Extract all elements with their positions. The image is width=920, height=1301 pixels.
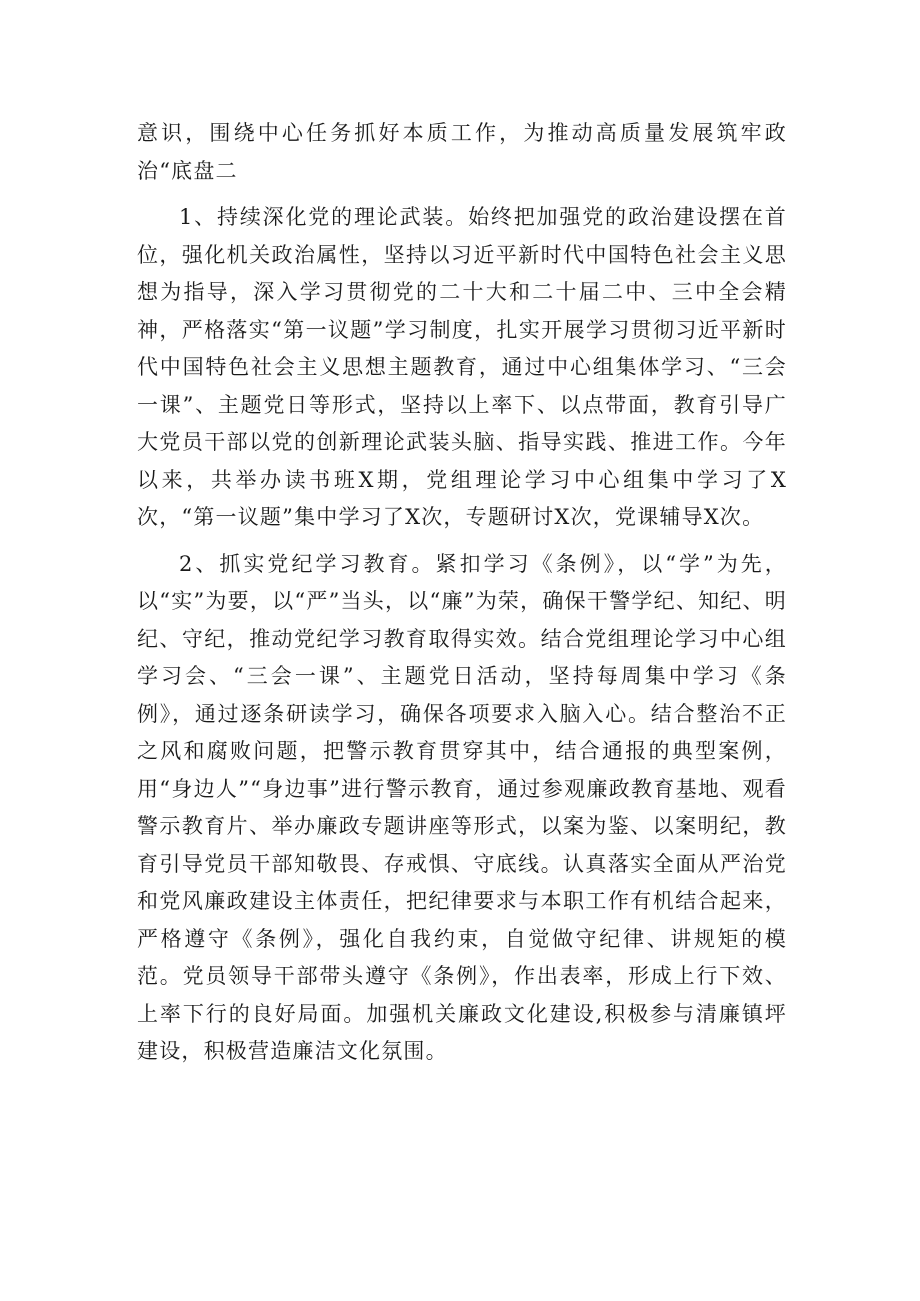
paragraph-theory-armament: 1、持续深化党的理论武装。始终把加强党的政治建设摆在首位，强化机关政治属性，坚持以习近平新时代中国特色社会主义思想为指导，深入学习贯彻党的二十大和二十届二中、三中全会精神，严格落实“第一议题”学习制度，扎实开展学习贯彻习近平新时代中国特色社会主义思想主题教育，通过中心组集体学习、“三会一课”、主题党日等形式，坚持以上率下、以点带面，教育引导广大党员干部以党的创新理论武装头脑、指导实践、推进工作。今年以来，共举办读书班X期，党组理论学习中心组集中学习了X次，“第一议题”集中学习了X次，专题研讨X次，党课辅导X次。 bbox=[137, 205, 787, 529]
paragraph-continuation: 意识，围绕中心任务抓好本质工作，为推动高质量发展筑牢政治“底盘二 bbox=[137, 121, 787, 183]
document-body bbox=[137, 115, 787, 1071]
paragraph-gap bbox=[137, 190, 787, 199]
paragraph-gap bbox=[137, 537, 787, 546]
paragraph-discipline-education: 2、抓实党纪学习教育。紧扣学习《条例》，以“学”为先，以“实”为要，以“严”当头，以“廉”为荣，确保干警学纪、知纪、明纪、守纪，推动党纪学习教育取得实效。结合党组理论学习中心组学习会、“三会一课”、主题党日活动，坚持每周集中学习《条例》，通过逐条研读学习，确保各项要求入脑入心。结合整治不正之风和腐败问题，把警示教育贯穿其中，结合通报的典型案例，用“身边人”“身边事”进行警示教育，通过参观廉政教育基地、观看警示教育片、举办廉政专题讲座等形式，以案为鉴、以案明纪，教育引导党员干部知敬畏、存戒惧、守底线。认真落实全面从严治党和党风廉政建设主体责任，把纪律要求与本职工作有机结合起来，严格遵守《条例》，强化自我约束，自觉做守纪律、讲规矩的模范。党员领导干部带头遵守《条例》，作出表率，形成上行下效、上率下行的良好局面。加强机关廉政文化建设,积极参与清廉镇坪建设，积极营造廉洁文化氛围。 bbox=[137, 551, 787, 1063]
